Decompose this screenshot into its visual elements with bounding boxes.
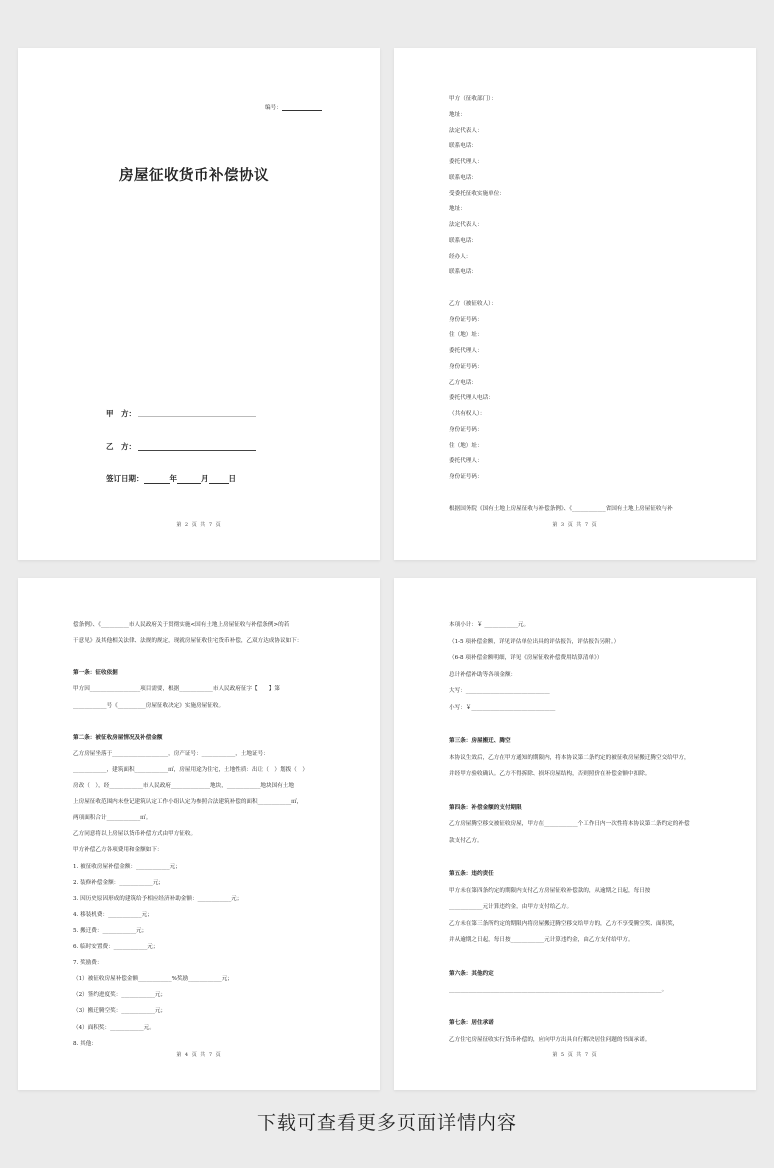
article-line: 干意见》及其他相关法律、法规的规定，现就房屋征收住宅货币补偿，乙双方达成协议如下： — [73, 638, 303, 645]
page-number: 第 5 页 共 7 页 — [552, 1052, 598, 1058]
party-field-line: 法定代表人： — [449, 127, 483, 134]
article-line: ____________________________________________________________________________。 — [449, 987, 668, 994]
article-heading: 第四条：补偿金额的支付期限 — [449, 804, 522, 811]
document-page-parties — [394, 48, 756, 560]
party-field-line: 经办人： — [449, 253, 472, 260]
article-line: 款支付乙方。 — [449, 837, 483, 844]
article-line: 本项小计：￥ ____________元。 — [449, 622, 530, 628]
month-line — [177, 477, 201, 484]
article-line: （1-5 项补偿金额，详见评估单位出具的评估报告，评估报告另附。） — [449, 638, 620, 645]
party-a-label: 甲 方： — [106, 409, 136, 418]
article-line: 1. 被征收房屋补偿金额：____________元； — [73, 863, 181, 870]
article-line: 甲方因__________________项目需要，根据____________市人民政府征字【 】第 — [73, 686, 280, 693]
day-line — [209, 477, 229, 484]
contract-number-label: 编号： — [265, 105, 282, 111]
article-line: 乙方房屋坐落于____________________，房产证号：____________，土地证号： — [73, 750, 269, 757]
article-line: 5. 搬迁费：____________元； — [73, 927, 148, 934]
year-line — [144, 477, 170, 484]
page-title: 房屋征收货币补偿协议 — [119, 167, 269, 184]
article-line: 偿条例》、《__________市人民政府关于贯彻实施<国有土地上房屋征收与补偿条例>的若 — [73, 622, 290, 628]
party-field-line: 身份证号码： — [449, 426, 483, 433]
party-field-line: 法定代表人： — [449, 222, 483, 228]
sign-date — [106, 473, 236, 484]
article-line: 甲方未在第四条约定的期限内支付乙方房屋征收补偿款的，从逾期之日起，每日按 — [449, 887, 651, 894]
article-line: （4）面积奖：____________元。 — [73, 1024, 155, 1031]
article-line: 7. 奖励费： — [73, 960, 103, 967]
party-field-line: 委托代理人： — [449, 458, 483, 465]
article-line: ____________号《__________房屋征收决定》实施房屋征收。 — [73, 702, 225, 709]
article-line: 乙方同意将以上房屋以货币补偿方式由甲方征收。 — [73, 831, 197, 838]
party-field-line: 地址： — [449, 206, 466, 213]
party-field-line: 委托代理人： — [449, 159, 483, 165]
article-line: 6. 临时安置费：____________元； — [73, 944, 159, 950]
article-line: 乙方住宅房屋征收实行货币补偿的，应向甲方出具自行解决居住问题的书面承诺。 — [449, 1037, 651, 1043]
party-field-line: 联系电话： — [449, 237, 477, 244]
article-line: 4. 移装机费：____________元； — [73, 911, 153, 918]
article-line: 并从逾期之日起，每日按____________元计算违约金，由乙方支付给甲方。 — [449, 937, 634, 944]
party-field-line: 乙方电话： — [449, 379, 477, 386]
document-page-articles-1 — [18, 578, 380, 1090]
article-heading: 第二条：被征收房屋情况及补偿金额 — [73, 734, 163, 741]
year-label: 年 — [169, 474, 177, 483]
party-field-line: 身份证号码： — [449, 474, 483, 480]
party-field-line: 委托代理人： — [449, 348, 483, 354]
party-b-label: 乙 方： — [106, 442, 136, 451]
article-line: 甲方补偿乙方各项费用和金额如下： — [73, 847, 163, 854]
party-field-line: 联系电话： — [449, 174, 477, 181]
month-label: 月 — [201, 474, 209, 483]
article-line: 大写：______________________________ — [449, 688, 550, 695]
article-line: 总计补偿补助等各项金额： — [449, 671, 517, 678]
party-b-line — [138, 450, 256, 451]
party-field-line: 乙方（被征收人）： — [449, 300, 497, 307]
article-line: 并经甲方验收确认。乙方不得拆除、损坏房屋结构，否则照价在补偿金额中扣除。 — [449, 771, 651, 778]
contract-number — [265, 104, 322, 111]
article-line: 房改（ ），经____________市人民政府______________地块，____________地块国有土地 — [73, 783, 294, 789]
article-line: （2）签约进度奖：____________元； — [73, 992, 167, 999]
page-number: 第 4 页 共 7 页 — [176, 1052, 222, 1058]
article-line: 上房屋征收范围内未登记建筑认定工作小组认定为参照合法建筑补偿的面积____________㎡， — [73, 799, 303, 806]
article-line: 8. 其他： — [73, 1040, 97, 1047]
sign-date-label: 签订日期： — [106, 474, 144, 483]
page-number: 第 3 页 共 7 页 — [552, 522, 598, 528]
article-line: ____________元计算违约金，由甲方支付给乙方。 — [449, 904, 573, 911]
page-number: 第 2 页 共 7 页 — [176, 522, 222, 528]
party-field-line: 根据国务院《国有土地上房屋征收与补偿条例》、《____________省国有土地上房屋征收与补 — [449, 505, 673, 512]
article-line: 2. 装修补偿金额：____________元； — [73, 879, 165, 886]
party-field-line: 住（地）址： — [449, 442, 483, 449]
party-field-line: 甲方（征收部门）： — [449, 96, 497, 102]
party-field-line: 地址： — [449, 111, 466, 118]
document-page-cover — [18, 48, 380, 560]
party-field-line: 委托代理人电话： — [449, 395, 494, 402]
day-label: 日 — [228, 474, 236, 483]
article-heading: 第五条：违约责任 — [449, 871, 494, 877]
party-field-line: 联系电话： — [449, 269, 477, 276]
party-field-line: 受委托征收实施单位： — [449, 190, 505, 197]
article-heading: 第一条：征收依据 — [73, 670, 118, 677]
party-field-line: 身份证号码： — [449, 363, 483, 370]
party-field-line: 联系电话： — [449, 143, 477, 150]
party-field-line: （共有权人）： — [449, 411, 486, 417]
document-page-articles-2 — [394, 578, 756, 1090]
article-line: （1）被征收房屋补偿金额____________%奖励____________元； — [73, 976, 233, 983]
article-line: 两项面积合计____________㎡。 — [73, 815, 152, 822]
article-heading: 第三条：房屋搬迁、腾空 — [449, 738, 511, 745]
article-line: 本协议生效后，乙方在甲方通知的期限内，将本协议第二条约定的被征收房屋搬迁腾空交给甲方， — [449, 754, 690, 761]
download-caption: 下载可查看更多页面详情内容 — [256, 1112, 517, 1134]
article-line: （3）搬迁腾空奖：____________元； — [73, 1008, 167, 1015]
contract-number-line — [282, 104, 322, 111]
article-heading: 第七条：居住承诺 — [449, 1020, 494, 1027]
party-field-line: 身份证号码： — [449, 316, 483, 323]
article-line: （6-8 项补偿金额明细，详见《房屋征收补偿费用结算清单》） — [449, 655, 603, 662]
article-line: 乙方房屋腾空移交被征收房屋，甲方在____________个工作日内一次性将本协议第二条约定的补偿 — [449, 821, 690, 828]
party-field-line: 住（地）址： — [449, 332, 483, 339]
article-line: 小写：￥______________________________ — [449, 705, 556, 711]
article-line: ____________，建筑面积____________㎡，房屋用途为住宅，土地性质：出让（ ）划拨（ ） — [73, 766, 308, 773]
article-heading: 第六条：其他约定 — [449, 970, 494, 977]
party-a-line — [138, 416, 256, 417]
article-line: 3. 因历史原因形成的建筑给予相应经济补助金额：____________元； — [73, 895, 243, 902]
article-line: 乙方未在第三条所约定的期限内将房屋搬迁腾空移交给甲方的，乙方不享受腾空奖、面积奖， — [449, 920, 679, 927]
